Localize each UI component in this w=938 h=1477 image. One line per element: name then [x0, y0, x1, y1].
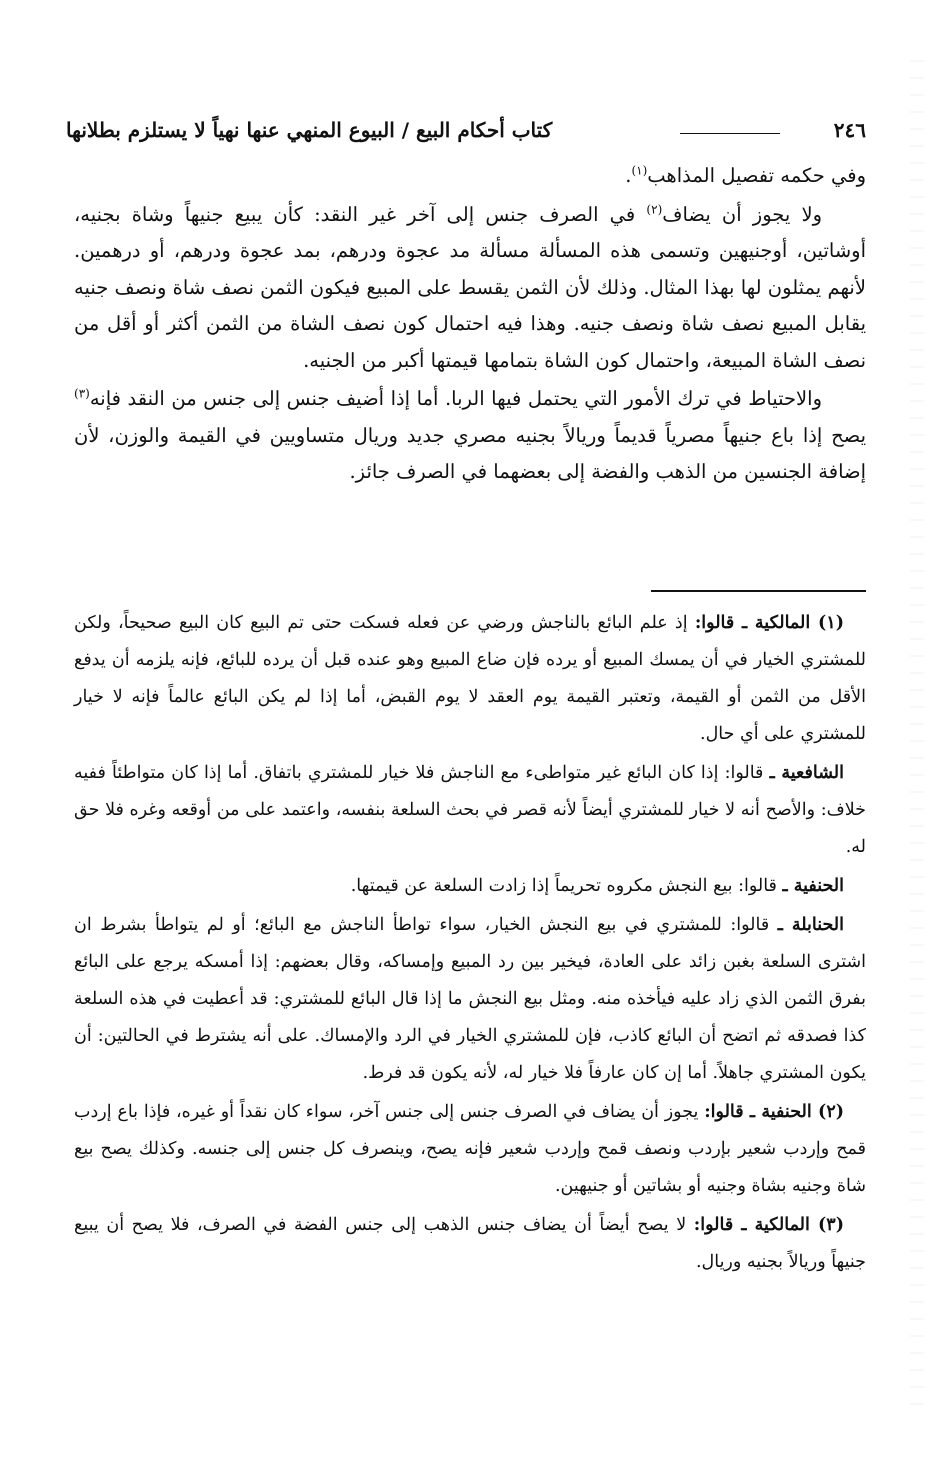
hanbali-label: الحنابلة ـ [777, 915, 844, 935]
paragraph-2-text-a: ولا يجوز أن يضاف [662, 202, 822, 226]
footnote-ref-1: (١) [631, 163, 648, 178]
footnote-1-shafii [74, 755, 866, 866]
footnote-3-label: (٣) المالكية ـ قالوا: [693, 1215, 844, 1235]
paragraph-1-text: وفي حكمه تفصيل المذاهب [647, 164, 866, 187]
footnote-1-label: (١) المالكية ـ قالوا: [694, 613, 844, 633]
paragraph-1 [74, 158, 866, 195]
footnote-3-text: لا يصح أيضاً أن يضاف جنس الذهب إلى جنس الفضة في الصرف، فلا يصح أن يبيع جنيهاً وريالاً بجنيه وريال. [74, 1215, 866, 1272]
hanafi-label: الحنفية ـ [782, 876, 844, 896]
footnote-2-label: (٢) الحنفية ـ قالوا: [704, 1102, 844, 1122]
hanbali-text: قالوا: للمشتري في بيع النجش الخيار، سواء تواطأ الناجش مع البائع؛ أو لم يتواطأ بشرط ان اشترى السلعة بغبن زائد على العادة، فيخير بين رد المبيع وإمساكه، وقال بعضهم: إذا أمسكه يرجع على البائع بفرق الثمن الذي زاد عليه فيأخذه منه. ومثل بيع النجش ما إذا قال البائع للمشتري: قد أعطيت في هذه السلعة كذا فصدقه ثم اتضح أن البائع كاذب، فإن للمشتري الخيار في الرد والإمساك. على أنه يشترط في الحالتين: أن يكون المشتري جاهلاً. أما إن كان عارفاً فلا خيار له، لأنه يكون قد فرط. [74, 915, 866, 1083]
footnote-ref-2: (٢) [646, 202, 663, 216]
header-rule [680, 133, 780, 134]
paragraph-2 [74, 197, 866, 380]
footnote-1-hanbali [74, 907, 866, 1092]
footnotes [74, 605, 866, 1283]
footnote-ref-3: (٣) [74, 386, 90, 401]
chapter-title: كتاب أحكام البيع / البيوع المنهي عنها نهياً لا يستلزم بطلانها [66, 118, 553, 142]
footnote-2-text: يجوز أن يضاف في الصرف جنس إلى جنس آخر، سواء كان نقداً أو غيره، فإذا باع إردب قمح وإردب شعير بإردب ونصف قمح وإردب شعير فإنه يصح، وينصرف كل جنس إلى جنسه. وكذلك يصح بيع شاة وجنيه بشاة وجنيه أو بشاتين أو جنيهين. [74, 1102, 866, 1196]
paragraph-1-end: . [625, 164, 632, 187]
paragraph-3 [74, 381, 866, 491]
footnote-3 [74, 1207, 866, 1281]
page-number: ٢٤٦ [833, 118, 866, 142]
paragraph-3-text-a: والاحتياط في ترك الأمور التي يحتمل فيها الربا. أما إذا أضيف جنس إلى جنس من النقد فإنه [89, 387, 822, 410]
footnote-1-hanafi [74, 868, 866, 905]
footnote-separator [651, 590, 866, 592]
shafii-text: قالوا: إذا كان البائع غير متواطىء مع الناجش فلا خيار للمشتري باتفاق. أما إذا كان متواطئاً ففيه خلاف: والأصح أنه لا خيار للمشتري أيضاً لأنه قصر في بحث السلعة بنفسه، واعتمد على من أوقعه وغره فلا حق له. [74, 763, 866, 857]
hanafi-text: قالوا: بيع النجش مكروه تحريماً إذا زادت السلعة عن قيمتها. [350, 876, 783, 896]
main-text [74, 158, 866, 493]
shafii-label: الشافعية ـ [769, 763, 844, 783]
scan-edge-noise [910, 60, 924, 1420]
running-head [66, 112, 866, 148]
footnote-2 [74, 1094, 866, 1205]
paragraph-2-text-b: في الصرف جنس إلى آخر غير النقد: كأن يبيع جنيهاً وشاة بجنيه، أوشاتين، أوجنيهين وتسمى هذه المسألة مسألة مد عجوة ودرهم، بمد عجوة ودرهم، أو درهمين. لأنهم يمثلون لها بهذا المثال. وذلك لأن الثمن يقسط على المبيع فيكون الثمن نصف شاة ونصف جنيه يقابل المبيع نصف شاة ونصف جنيه. وهذا فيه احتمال كون نصف الشاة من الثمن أكثر أو أقل من نصف الشاة المبيعة، واحتمال كون الشاة بتمامها قيمتها أكبر من الجنيه. [74, 202, 866, 372]
footnote-1 [74, 605, 866, 753]
footnote-1-text: إذ علم البائع بالناجش ورضي عن فعله فسكت حتى تم البيع كان البيع صحيحاً، ولكن للمشتري الخيار في أن يمسك المبيع أو يرده فإن ضاع المبيع وهو عنده قبل أن يرده للبائع، فإنه يلزمه أن يدفع الأقل من الثمن أو القيمة، وتعتبر القيمة يوم العقد لا يوم القبض، أما إذا لم يكن البائع عالماً فإنه لا خيار للمشتري على أي حال. [74, 613, 866, 744]
paragraph-3-text-b: يصح إذا باع جنيهاً مصرياً قديماً وريالاً بجنيه مصري جديد وريال متساويين في القيمة والوزن، لأن إضافة الجنسين من الذهب والفضة إلى بعضهما في الصرف جائز. [74, 423, 866, 483]
